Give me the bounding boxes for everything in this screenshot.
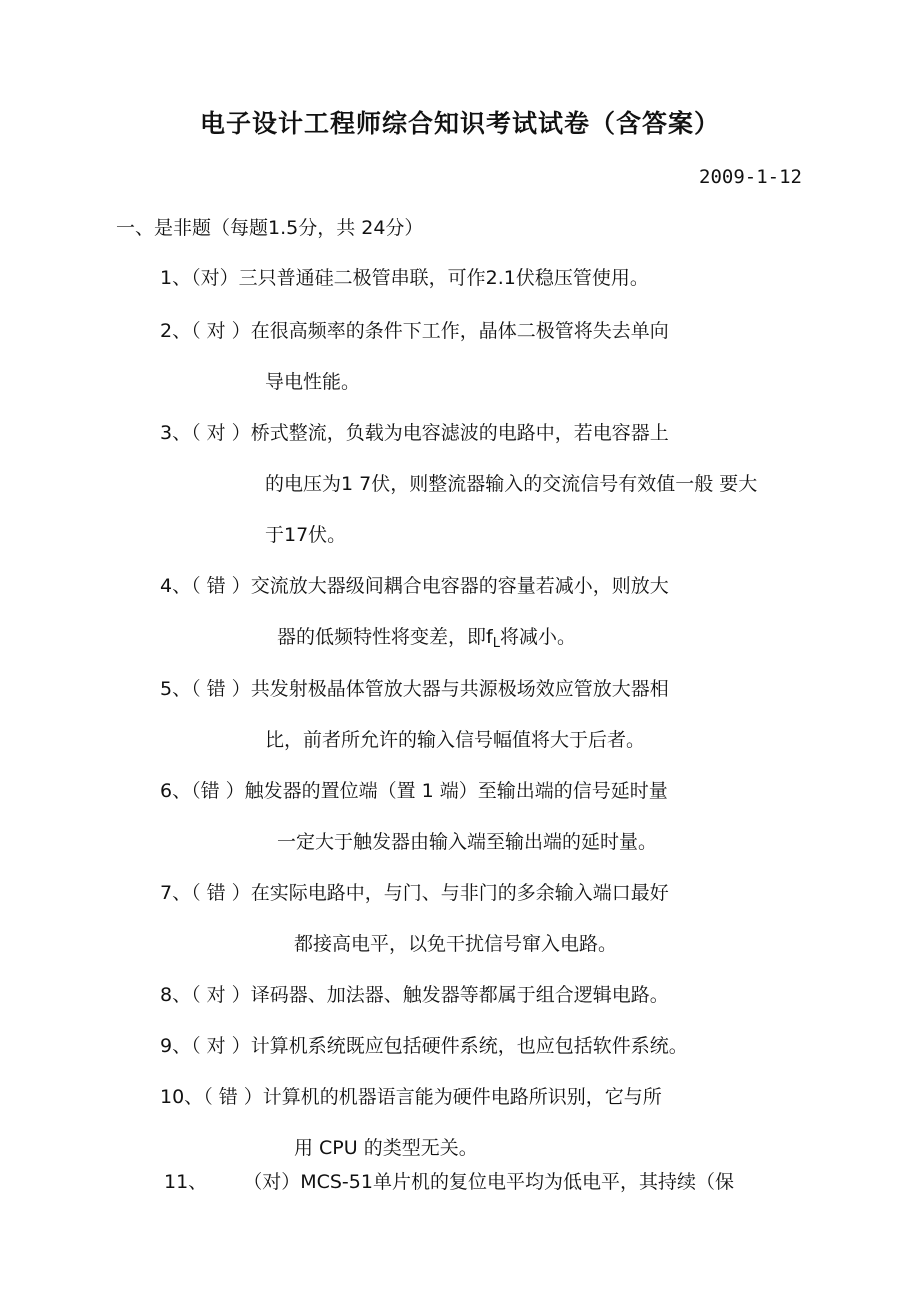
answer-mark: （ 错 ） <box>191 678 251 700</box>
question-5-continuation: 比，前者所允许的输入信号幅值将大于后者。 <box>265 729 646 751</box>
question-number: 8、 <box>160 984 192 1006</box>
answer-mark: （ 错 ） <box>203 1086 263 1108</box>
question-text: 译码器、加法器、触发器等都属于组合逻辑电路。 <box>250 984 669 1006</box>
answer-mark: （对） <box>191 267 239 289</box>
exam-title: 电子设计工程师综合知识考试试卷（含答案） <box>199 109 720 138</box>
question-6-continuation: 一定大于触发器由输入端至输出端的延时量。 <box>277 831 658 853</box>
question-1 <box>160 266 649 290</box>
answer-mark: （ 错 ） <box>191 575 251 597</box>
question-text: 计算机系统既应包括硬件系统，也应包括软件系统。 <box>250 1035 688 1057</box>
section-heading: 一、是非题（每题1.5分，共 24分） <box>116 217 424 239</box>
question-number: 7、 <box>160 882 192 904</box>
question-text: 共发射极晶体管放大器与共源极场效应管放大器相 <box>250 678 669 700</box>
question-10-continuation: 用 CPU 的类型无关。 <box>294 1137 478 1159</box>
question-text: 在实际电路中，与门、与非门的多余输入端口最好 <box>250 882 669 904</box>
question-number: 5、 <box>160 678 192 700</box>
question-number: 11、 <box>164 1171 208 1193</box>
answer-mark: （ 对 ） <box>191 984 251 1006</box>
question-3 <box>160 421 669 445</box>
question-text: 触发器的置位端（置 1 端）至输出端的信号延时量 <box>244 780 668 802</box>
question-number: 3、 <box>160 422 192 444</box>
question-2 <box>160 319 669 343</box>
answer-mark: （对） <box>243 1171 301 1193</box>
question-text: 在很高频率的条件下工作，晶体二极管将失去单向 <box>250 320 669 342</box>
question-2-continuation: 导电性能。 <box>265 371 361 393</box>
question-text: 计算机的机器语言能为硬件电路所识别，它与所 <box>262 1086 662 1108</box>
question-11 <box>164 1170 734 1194</box>
answer-mark: （错 ） <box>191 780 245 802</box>
question-number: 2、 <box>160 320 192 342</box>
question-number: 1、 <box>160 267 192 289</box>
question-5 <box>160 677 669 701</box>
subscript-l: L <box>492 636 500 651</box>
question-number: 10、 <box>160 1086 204 1108</box>
question-9 <box>160 1034 688 1058</box>
question-6 <box>160 779 668 803</box>
question-number: 4、 <box>160 575 192 597</box>
question-7 <box>160 881 669 905</box>
answer-mark: （ 对 ） <box>191 320 251 342</box>
question-text: MCS-51单片机的复位电平均为低电平，其持续（保 <box>300 1171 734 1193</box>
question-10 <box>160 1085 662 1109</box>
question-text: 桥式整流，负载为电容滤波的电路中，若电容器上 <box>250 422 669 444</box>
question-3-continuation: 于17伏。 <box>265 524 347 546</box>
answer-mark: （ 对 ） <box>191 422 251 444</box>
question-number: 6、 <box>160 780 192 802</box>
question-number: 9、 <box>160 1035 192 1057</box>
question-7-continuation: 都接高电平，以免干扰信号窜入电路。 <box>294 933 618 955</box>
answer-mark: （ 错 ） <box>191 882 251 904</box>
question-8 <box>160 983 669 1007</box>
question-4 <box>160 574 669 598</box>
question-3-continuation: 的电压为1 7伏，则整流器输入的交流信号有效值一般 要大 <box>265 473 758 495</box>
question-4-continuation: 器的低频特性将变差，即$f_L$将减小。 <box>277 626 576 651</box>
question-text: 三只普通硅二极管串联，可作2.1伏稳压管使用。 <box>238 267 649 289</box>
exam-date: 2009-1-12 <box>699 166 802 188</box>
answer-mark: （ 对 ） <box>191 1035 251 1057</box>
question-text: 交流放大器级间耦合电容器的容量若减小，则放大 <box>250 575 669 597</box>
